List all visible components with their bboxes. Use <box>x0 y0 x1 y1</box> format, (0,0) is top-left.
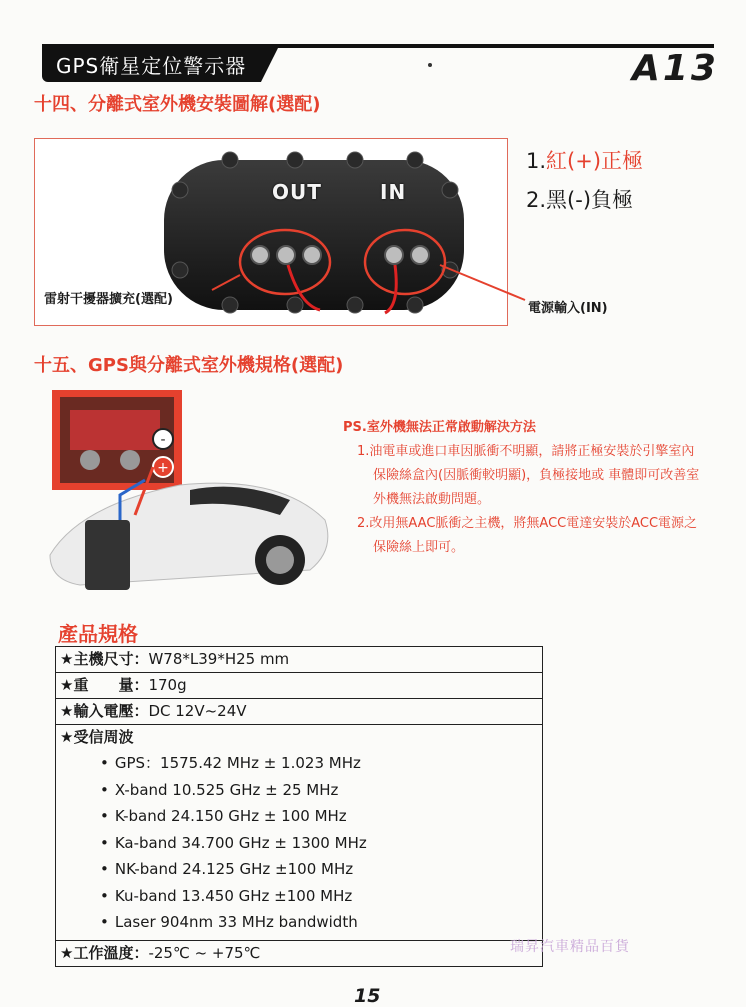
spec-size <box>56 647 542 673</box>
ps-item-2: 2.改用無AAC脈衝之主機，將無ACC電達安裝於ACC電源之保險絲上即可。 <box>357 516 698 555</box>
band-item: • Ku-band 13.450 GHz ±100 MHz <box>100 883 542 910</box>
section14-title: 十四、分離式室外機安裝圖解(選配) <box>34 94 321 115</box>
polarity-color: 黑 <box>546 188 568 212</box>
polarity-sign: (+) <box>567 149 602 173</box>
polarity-red <box>526 145 643 175</box>
band-item: • X-band 10.525 GHz ± 25 MHz <box>100 777 542 804</box>
power-input-label: 電源輸入(IN) <box>528 301 608 316</box>
spec-heading: 產品規格 <box>58 622 138 646</box>
polarity-desc: 負極 <box>591 188 634 212</box>
spec-value: 170g <box>148 676 187 694</box>
band-list <box>60 750 542 936</box>
ps-notes <box>343 416 703 560</box>
band-item: • Ka-band 34.700 GHz ± 1300 MHz <box>100 830 542 857</box>
spec-value: -25℃ ~ +75℃ <box>148 943 261 962</box>
spec-bands <box>56 725 542 941</box>
ps-item-1: 1.油電車或進口車因脈衝不明顯，請將正極安裝於引擎室內保險絲盒內(因脈衝較明顯)，負極接地或 車體即可改善室外機無法啟動問題。 <box>357 444 700 507</box>
laser-jammer-label: 雷射干擾器擴充(選配) <box>44 292 173 307</box>
header-title: GPS衛星定位警示器 <box>56 54 247 78</box>
spec-voltage <box>56 699 542 725</box>
port-in-label: IN <box>380 180 407 204</box>
model-code: A13 <box>632 48 719 89</box>
spec-key: ★受信周波 <box>60 728 134 746</box>
spec-weight <box>56 673 542 699</box>
store-watermark: 瑞昇汽車精品百貨 <box>510 939 630 955</box>
polarity-sign: (-) <box>567 188 592 212</box>
spec-value: DC 12V~24V <box>148 702 247 720</box>
polarity-desc: 正極 <box>601 149 644 173</box>
svg-text:-: - <box>160 432 166 448</box>
spec-key: ★工作溫度： <box>60 943 149 962</box>
band-item: • K-band 24.150 GHz ± 100 MHz <box>100 803 542 830</box>
spec-key: ★重 量： <box>60 676 149 694</box>
spec-table <box>55 646 543 967</box>
polarity-color: 紅 <box>546 149 568 173</box>
spec-key: ★主機尺寸： <box>60 650 149 668</box>
spec-temperature <box>56 941 542 966</box>
band-item: • NK-band 24.125 GHz ±100 MHz <box>100 856 542 883</box>
svg-text:+: + <box>157 460 169 476</box>
band-item: • GPS：1575.42 MHz ± 1.023 MHz <box>100 750 542 777</box>
section15-title: 十五、GPS與分離式室外機規格(選配) <box>34 355 344 376</box>
polarity-num: 2. <box>526 188 547 212</box>
page-number: 15 <box>354 985 381 1007</box>
band-item: • Laser 904nm 33 MHz bandwidth <box>100 909 542 936</box>
polarity-num: 1. <box>526 149 547 173</box>
car-engine-photo <box>40 385 340 595</box>
port-out-label: OUT <box>272 180 322 204</box>
polarity-black <box>526 184 633 214</box>
leader-lines <box>0 0 746 400</box>
spec-key: ★輸入電壓： <box>60 702 149 720</box>
spec-value: W78*L39*H25 mm <box>148 650 290 668</box>
ps-title: PS.室外機無法正常啟動解決方法 <box>343 420 536 435</box>
